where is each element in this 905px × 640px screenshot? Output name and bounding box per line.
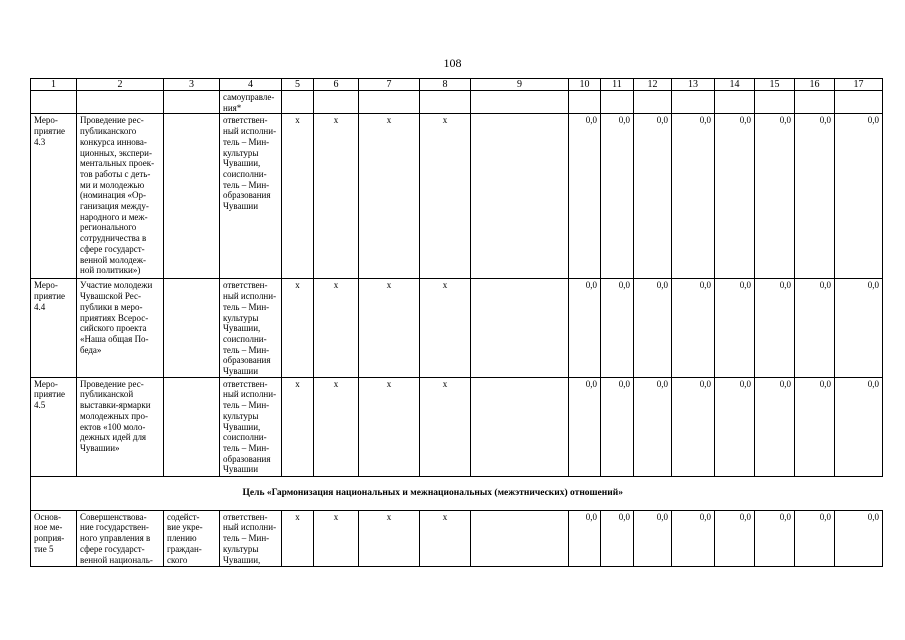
value-col10: 0,0 [569,279,601,377]
code-col5: x [282,114,314,279]
code-col6: x [314,114,359,279]
column-number-13: 13 [672,79,715,91]
measure-goal [164,114,220,279]
value-col14: 0,0 [715,510,755,566]
measure-name: Проведение рес- публиканской выставки-ярмарки молодежных про- ектов «100 моло- дежных идей для Чувашии» [77,377,164,476]
goal-heading: Цель «Гармонизация национальных и межнациональных (межэтнических) отношений» [31,476,835,510]
code-col8: x [420,114,471,279]
value-col16: 0,0 [795,510,835,566]
value-col15: 0,0 [755,279,795,377]
cell-col8 [420,91,471,114]
value-col16: 0,0 [795,114,835,279]
column-number-16: 16 [795,79,835,91]
program-table [30,78,883,567]
column-number-3: 3 [164,79,220,91]
column-number-11: 11 [601,79,634,91]
cell-col2 [77,91,164,114]
code-col7: x [359,377,420,476]
page-number: 108 [443,56,462,70]
value-col17: 0,0 [835,279,883,377]
column-number-10: 10 [569,79,601,91]
value-col13: 0,0 [672,114,715,279]
header-row [31,79,883,91]
measure-goal [164,377,220,476]
value-col15: 0,0 [755,377,795,476]
value-col16: 0,0 [795,377,835,476]
cell-col6 [314,91,359,114]
code-col8: x [420,377,471,476]
measure-row [31,377,883,476]
column-number-12: 12 [634,79,672,91]
column-number-9: 9 [471,79,569,91]
source-col9 [471,377,569,476]
code-col7: x [359,510,420,566]
cell-col11 [601,91,634,114]
value-col10: 0,0 [569,377,601,476]
value-col15: 0,0 [755,114,795,279]
column-number-4: 4 [220,79,282,91]
code-col8: x [420,510,471,566]
continuation-row [31,91,883,114]
value-col12: 0,0 [634,114,672,279]
code-col7: x [359,279,420,377]
executor: ответствен- ный исполни- тель – Мин- культуры Чувашии, соисполни- тель – Мин- образования Чувашии [220,114,282,279]
measure-number: Меро- приятие 4.4 [31,279,77,377]
measure-goal: содейст- вие укре- плению граждан- ского [164,510,220,566]
column-number-7: 7 [359,79,420,91]
cell-col12 [634,91,672,114]
column-number-5: 5 [282,79,314,91]
column-number-17: 17 [835,79,883,91]
value-col13: 0,0 [672,510,715,566]
executor: ответствен- ный исполни- тель – Мин- культуры Чувашии, соисполни- тель – Мин- образования Чувашии [220,279,282,377]
value-col11: 0,0 [601,510,634,566]
measure-name: Совершенствова- ние государствен- ного управления в сфере государст- венной националь- [77,510,164,566]
source-col9 [471,510,569,566]
value-col17: 0,0 [835,377,883,476]
column-number-2: 2 [77,79,164,91]
cell-col10 [569,91,601,114]
value-col14: 0,0 [715,114,755,279]
cell-col4: самоуправле- ния* [220,91,282,114]
value-col12: 0,0 [634,279,672,377]
column-number-6: 6 [314,79,359,91]
value-col17: 0,0 [835,114,883,279]
table-body [31,79,883,567]
code-col6: x [314,510,359,566]
value-col10: 0,0 [569,114,601,279]
value-col14: 0,0 [715,377,755,476]
cell-col3 [164,91,220,114]
cell-col16 [795,91,835,114]
goal-row-tail [835,476,883,510]
value-col15: 0,0 [755,510,795,566]
value-col14: 0,0 [715,279,755,377]
executor: ответствен- ный исполни- тель – Мин- культуры Чувашии, [220,510,282,566]
value-col13: 0,0 [672,279,715,377]
code-col5: x [282,377,314,476]
cell-col1 [31,91,77,114]
cell-col14 [715,91,755,114]
code-col5: x [282,279,314,377]
executor: ответствен- ный исполни- тель – Мин- культуры Чувашии, соисполни- тель – Мин- образования Чувашии [220,377,282,476]
source-col9 [471,279,569,377]
value-col17: 0,0 [835,510,883,566]
code-col7: x [359,114,420,279]
measure-row [31,114,883,279]
column-number-8: 8 [420,79,471,91]
measure-row [31,279,883,377]
cell-col17 [835,91,883,114]
code-col5: x [282,510,314,566]
measure-number: Основ- ное ме- роприя- тие 5 [31,510,77,566]
value-col16: 0,0 [795,279,835,377]
value-col11: 0,0 [601,279,634,377]
value-col12: 0,0 [634,377,672,476]
goal-row [31,476,883,510]
cell-col9 [471,91,569,114]
value-col10: 0,0 [569,510,601,566]
cell-col15 [755,91,795,114]
main-measure-row [31,510,883,566]
value-col12: 0,0 [634,510,672,566]
code-col6: x [314,279,359,377]
value-col11: 0,0 [601,377,634,476]
column-number-1: 1 [31,79,77,91]
measure-number: Меро- приятие 4.5 [31,377,77,476]
value-col13: 0,0 [672,377,715,476]
code-col8: x [420,279,471,377]
source-col9 [471,114,569,279]
measure-name: Участие молодежи Чувашской Рес- публики в меро- приятиях Всерос- сийского проекта «Наша общая По- беда» [77,279,164,377]
measure-name: Проведение рес- публиканского конкурса иннова- ционных, экспери- ментальных проек- тов работы с деть- ми и молодежью (номинация «Ор- ганизация между- народного и меж- регионального сотрудничества в сфере государст- венной молодеж- ной политики») [77,114,164,279]
column-number-14: 14 [715,79,755,91]
code-col6: x [314,377,359,476]
value-col11: 0,0 [601,114,634,279]
column-number-15: 15 [755,79,795,91]
measure-goal [164,279,220,377]
cell-col13 [672,91,715,114]
measure-number: Меро- приятие 4.3 [31,114,77,279]
cell-col5 [282,91,314,114]
cell-col7 [359,91,420,114]
